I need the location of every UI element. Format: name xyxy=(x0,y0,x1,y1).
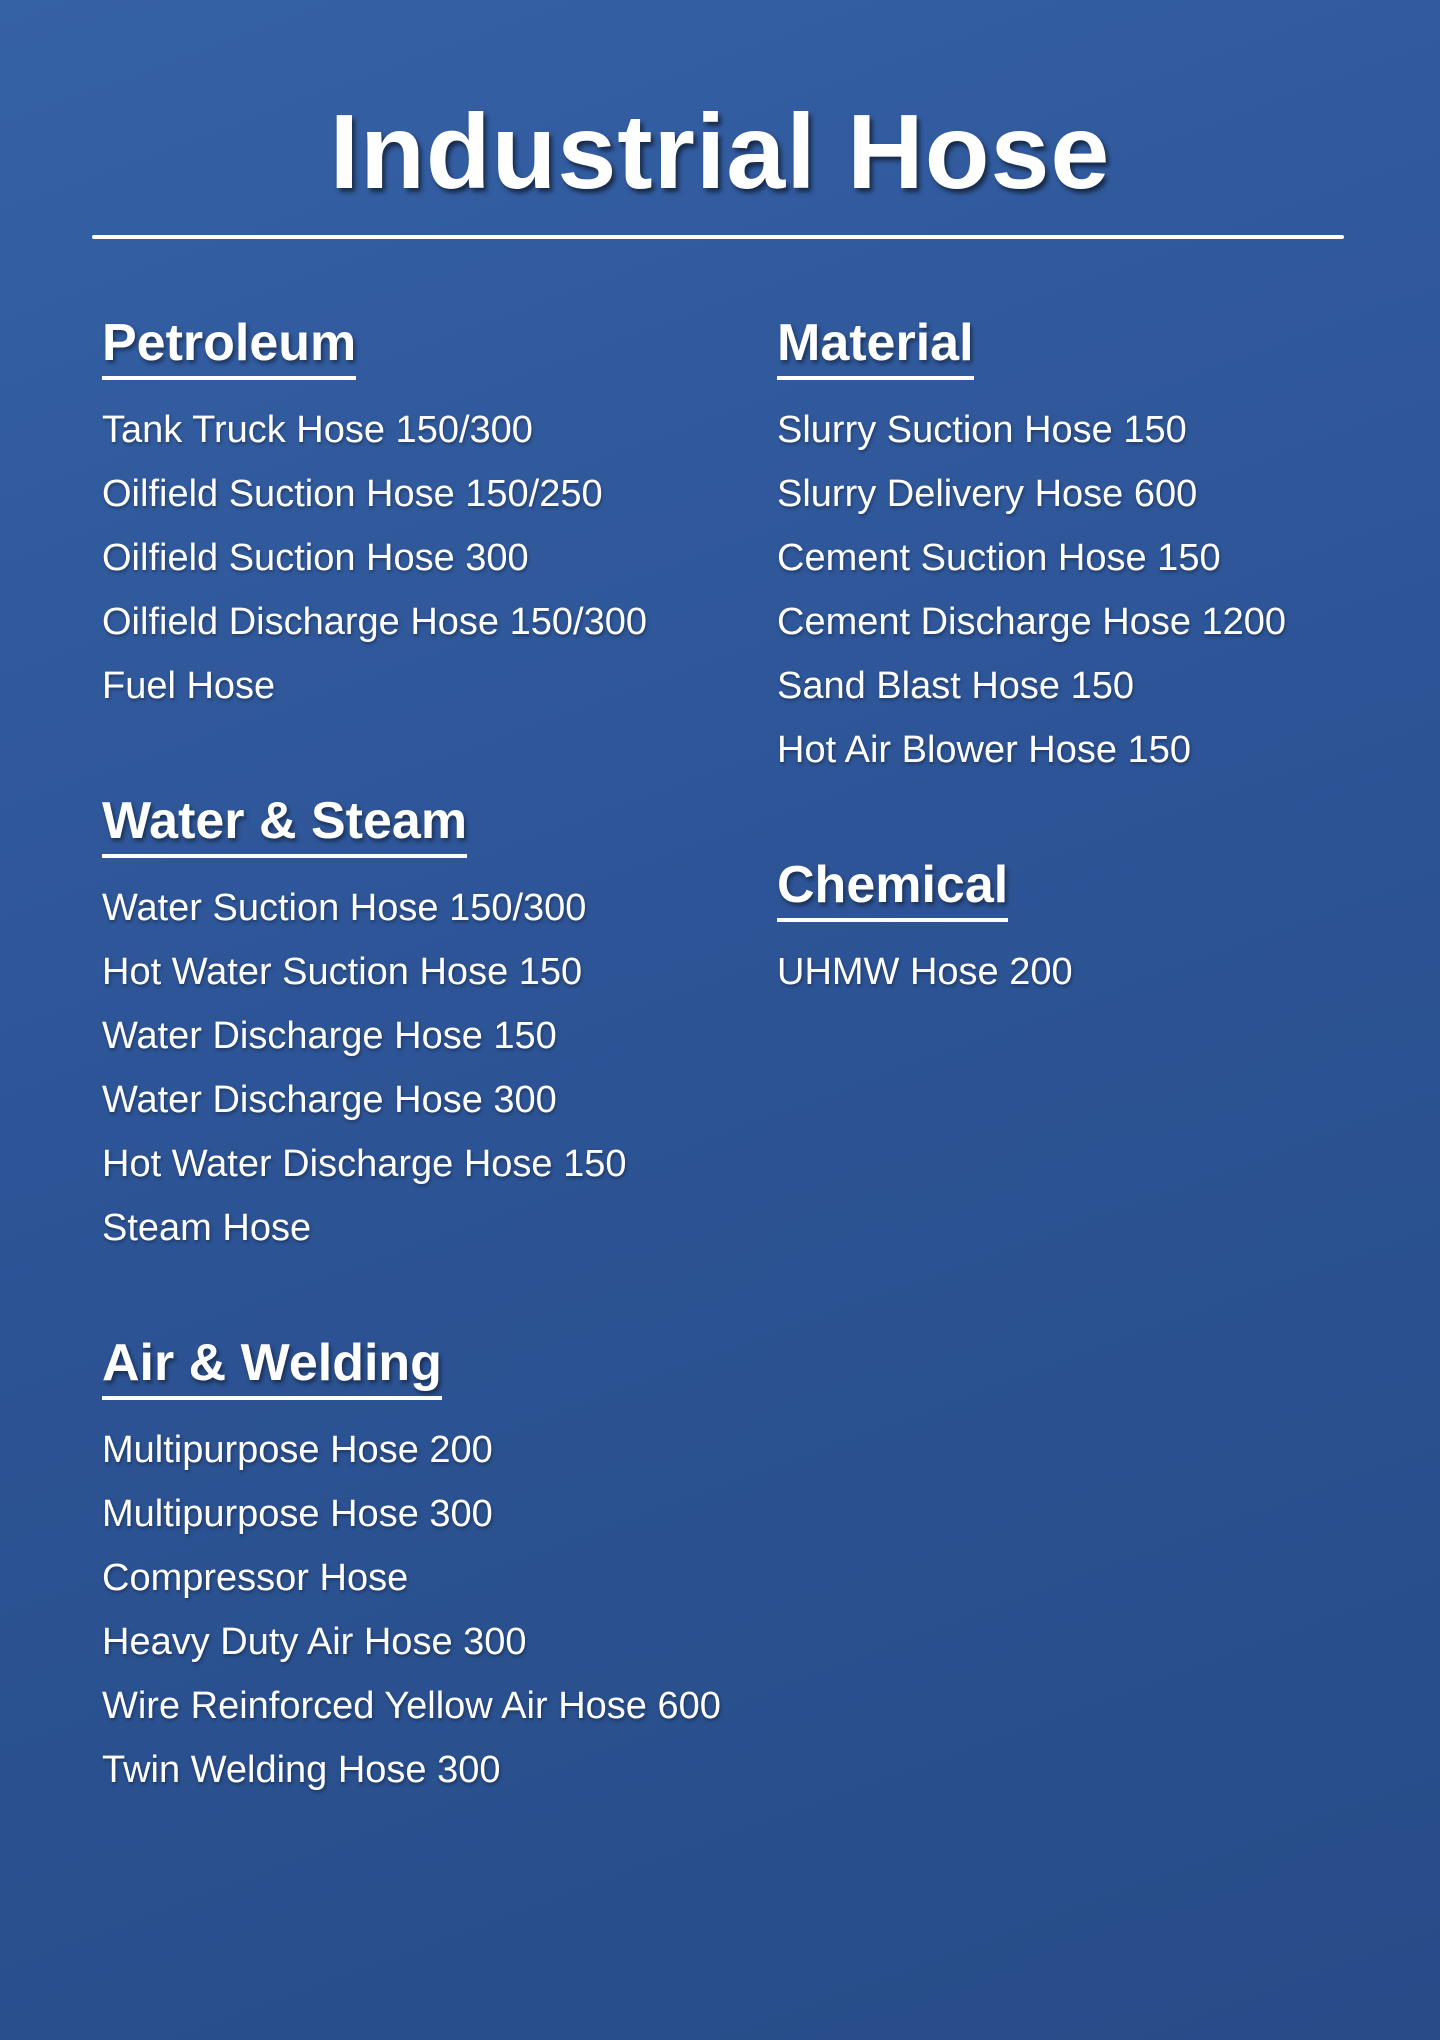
list-item: Hot Air Blower Hose 150 xyxy=(777,729,1191,771)
section-chemical xyxy=(777,854,1073,1004)
list-item: Water Discharge Hose 300 xyxy=(102,1079,557,1121)
section-heading-water-steam: Water & Steam xyxy=(102,790,467,858)
section-heading-air-welding: Air & Welding xyxy=(102,1332,442,1400)
section-heading-chemical: Chemical xyxy=(777,854,1008,922)
list-item: Multipurpose Hose 200 xyxy=(102,1429,493,1471)
list-item: Wire Reinforced Yellow Air Hose 600 xyxy=(102,1685,721,1727)
list-item: Fuel Hose xyxy=(102,665,276,707)
list-item: Oilfield Suction Hose 300 xyxy=(102,537,529,579)
section-material xyxy=(777,312,1286,782)
list-item: Water Discharge Hose 150 xyxy=(102,1015,557,1057)
page-title: Industrial Hose xyxy=(329,93,1111,211)
list-item: Water Suction Hose 150/300 xyxy=(102,887,587,929)
section-list-air-welding xyxy=(102,1418,721,1802)
section-heading-material: Material xyxy=(777,312,974,380)
list-item: Slurry Delivery Hose 600 xyxy=(777,473,1198,515)
list-item: Cement Suction Hose 150 xyxy=(777,537,1221,579)
section-list-chemical xyxy=(777,940,1073,1004)
list-item: Oilfield Discharge Hose 150/300 xyxy=(102,601,647,643)
list-item: Heavy Duty Air Hose 300 xyxy=(102,1621,527,1663)
title-divider xyxy=(92,235,1344,239)
list-item: Slurry Suction Hose 150 xyxy=(777,409,1187,451)
section-list-water-steam xyxy=(102,876,627,1260)
list-item: Oilfield Suction Hose 150/250 xyxy=(102,473,603,515)
list-item: Compressor Hose xyxy=(102,1557,409,1599)
list-item: UHMW Hose 200 xyxy=(777,951,1073,993)
section-air-welding xyxy=(102,1332,721,1802)
section-water-steam xyxy=(102,790,627,1260)
list-item: Steam Hose xyxy=(102,1207,312,1249)
section-list-petroleum xyxy=(102,398,647,718)
section-petroleum xyxy=(102,312,647,718)
section-heading-petroleum: Petroleum xyxy=(102,312,356,380)
list-item: Hot Water Suction Hose 150 xyxy=(102,951,583,993)
list-item: Tank Truck Hose 150/300 xyxy=(102,409,533,451)
list-item: Hot Water Discharge Hose 150 xyxy=(102,1143,627,1185)
list-item: Sand Blast Hose 150 xyxy=(777,665,1135,707)
section-list-material xyxy=(777,398,1286,782)
list-item: Cement Discharge Hose 1200 xyxy=(777,601,1287,643)
list-item: Twin Welding Hose 300 xyxy=(102,1749,501,1791)
list-item: Multipurpose Hose 300 xyxy=(102,1493,493,1535)
